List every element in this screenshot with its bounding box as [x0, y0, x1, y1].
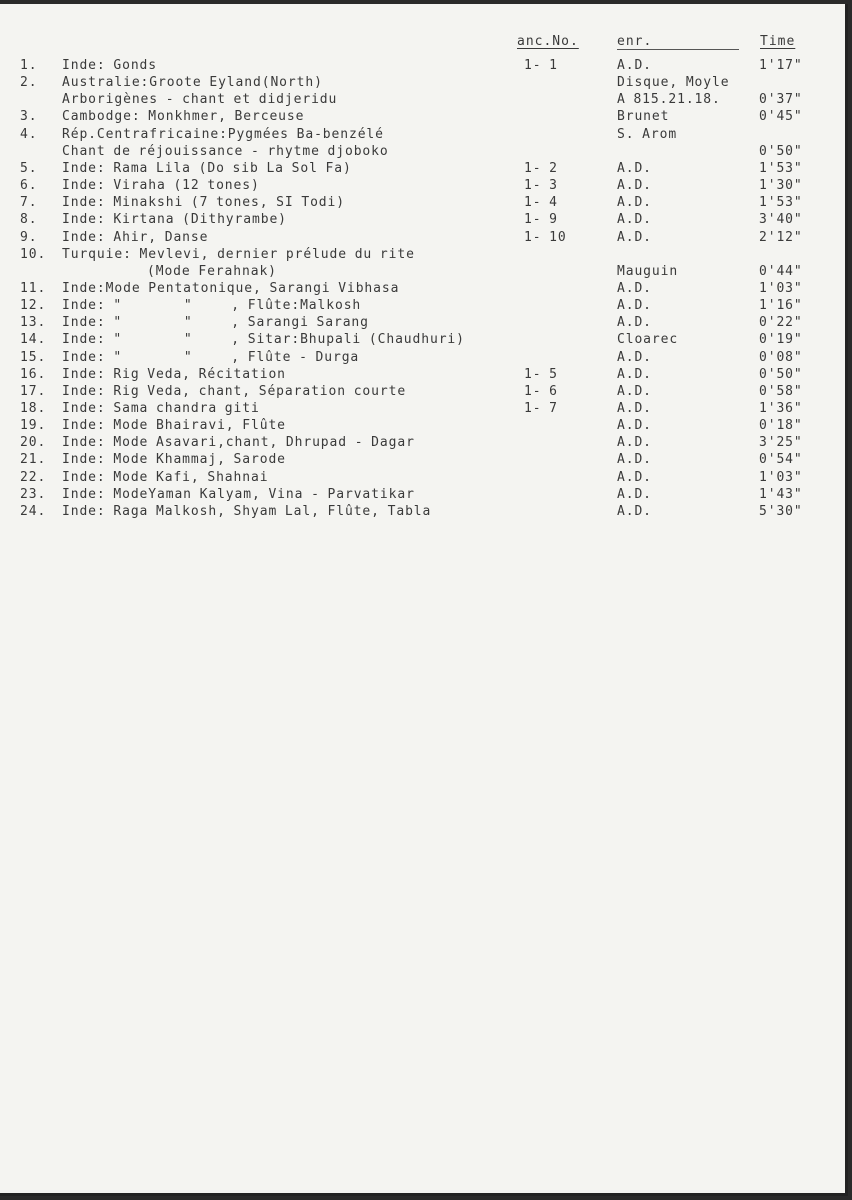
track-row — [0, 108, 848, 125]
track-row — [0, 297, 848, 314]
track-enr: A.D. — [617, 435, 652, 451]
track-row — [0, 349, 848, 366]
track-time: 0'45" — [759, 109, 803, 125]
track-row — [0, 314, 848, 331]
track-time: 1'53" — [759, 195, 803, 211]
track-description: Inde: Rama Lila (Do sib La Sol Fa) — [62, 160, 352, 176]
track-anc-no: 1- 9 — [524, 212, 558, 228]
track-time: 0'50" — [759, 366, 803, 382]
track-enr: Cloarec — [617, 332, 679, 348]
track-description: Australie:Groote Eyland(North) — [62, 75, 323, 91]
track-description: Rép.Centrafricaine:Pygmées Ba-benzélé — [62, 126, 384, 142]
track-number: 10. — [20, 246, 47, 262]
track-enr: S. Arom — [617, 126, 678, 142]
track-description: Chant de réjouissance - rhytme djoboko — [62, 143, 389, 159]
track-time: 1'30" — [759, 178, 803, 194]
track-time: 0'54" — [759, 452, 803, 468]
track-time: 0'37" — [759, 92, 803, 108]
track-row — [0, 434, 848, 451]
track-description: Inde: " " , Sitar:Bhupali (Chaudhuri) — [62, 332, 465, 348]
track-enr: A.D. — [617, 315, 652, 331]
track-enr: Disque, Moyle — [617, 75, 730, 91]
track-number: 5. — [20, 160, 38, 176]
track-row — [0, 331, 848, 348]
track-row — [0, 143, 848, 160]
track-time: 2'12" — [759, 229, 803, 245]
track-description: Arborigènes - chant et didjeridu — [62, 92, 338, 108]
track-number: 12. — [20, 298, 47, 314]
track-description: Inde: " " , Sarangi Sarang — [62, 315, 369, 331]
track-number: 6. — [20, 178, 38, 194]
track-description: Turquie: Mevlevi, dernier prélude du rite — [62, 246, 415, 262]
track-time: 0'08" — [759, 349, 803, 365]
track-number: 4. — [20, 126, 38, 142]
header-anc-no: anc.No. — [517, 34, 579, 49]
track-description: Cambodge: Monkhmer, Berceuse — [62, 109, 305, 125]
track-enr: A.D. — [617, 280, 652, 296]
header-enr-underline — [617, 49, 739, 50]
track-description: Inde: Viraha (12 tones) — [62, 178, 260, 194]
track-number: 15. — [20, 349, 47, 365]
track-enr: A.D. — [617, 178, 652, 194]
track-number: 3. — [20, 109, 38, 125]
track-enr: A.D. — [617, 469, 652, 485]
track-description: Inde: Gonds — [62, 58, 157, 73]
track-description: Inde: Minakshi (7 tones, SI Todi) — [62, 195, 345, 211]
track-number: 24. — [20, 503, 47, 519]
track-time: 1'16" — [759, 298, 803, 314]
track-time: 3'25" — [759, 435, 803, 451]
track-number: 11. — [20, 280, 47, 296]
track-number: 21. — [20, 452, 47, 468]
track-time: 3'40" — [759, 212, 803, 228]
track-enr: A.D. — [617, 383, 652, 399]
track-row — [0, 160, 848, 177]
track-row — [0, 263, 848, 280]
track-number: 16. — [20, 366, 47, 382]
track-enr: A.D. — [617, 503, 652, 519]
track-row — [0, 57, 848, 74]
track-enr: A.D. — [617, 160, 652, 176]
track-row — [0, 469, 848, 486]
track-row — [0, 91, 848, 108]
track-row — [0, 451, 848, 468]
track-enr: A.D. — [617, 486, 652, 502]
track-enr: Mauguin — [617, 263, 679, 279]
track-time: 0'58" — [759, 383, 803, 399]
track-enr: A.D. — [617, 366, 652, 382]
track-description: Inde: Mode Kafi, Shahnai — [62, 469, 269, 485]
track-time: 1'36" — [759, 401, 803, 416]
track-row — [0, 280, 848, 297]
track-number: 23. — [20, 486, 47, 502]
track-description: Inde: Ahir, Danse — [62, 229, 209, 245]
track-row — [0, 503, 848, 520]
track-description: Inde: Sama chandra giti — [62, 401, 260, 416]
track-row — [0, 486, 848, 503]
track-enr: A.D. — [617, 418, 652, 434]
track-time: 0'19" — [759, 332, 803, 348]
track-number: 22. — [20, 469, 47, 485]
track-time: 1'03" — [759, 469, 803, 485]
track-number: 8. — [20, 212, 38, 228]
track-enr: A.D. — [617, 58, 652, 73]
track-number: 9. — [20, 229, 38, 245]
track-time: 0'44" — [759, 263, 803, 279]
typed-page — [0, 4, 848, 1196]
track-time: 0'50" — [759, 143, 803, 159]
track-description: Inde: Mode Bhairavi, Flûte — [62, 418, 286, 434]
track-anc-no: 1- 7 — [524, 401, 558, 416]
track-number: 18. — [20, 401, 47, 416]
track-anc-no: 1- 2 — [524, 160, 558, 176]
track-time: 0'22" — [759, 315, 803, 331]
track-number: 20. — [20, 435, 47, 451]
track-time: 1'53" — [759, 160, 803, 176]
header-time: Time — [760, 34, 796, 49]
track-description: Inde: " " , Flûte:Malkosh — [62, 298, 362, 314]
track-time: 1'03" — [759, 280, 803, 296]
track-anc-no: 1- 3 — [524, 178, 558, 194]
track-time: 1'17" — [759, 58, 803, 73]
track-enr: A 815.21.18. — [617, 92, 721, 108]
track-description: (Mode Ferahnak) — [62, 263, 277, 279]
track-number: 1. — [20, 58, 38, 73]
track-row — [0, 229, 848, 246]
track-time: 0'18" — [759, 418, 803, 434]
track-anc-no: 1- 6 — [524, 383, 558, 399]
track-row — [0, 177, 848, 194]
track-enr: A.D. — [617, 298, 652, 314]
track-description: Inde:Mode Pentatonique, Sarangi Vibhasa — [62, 280, 400, 296]
track-enr: A.D. — [617, 401, 652, 416]
track-anc-no: 1- 10 — [524, 229, 567, 245]
track-anc-no: 1- 4 — [524, 195, 558, 211]
track-row — [0, 194, 848, 211]
track-enr: A.D. — [617, 452, 652, 468]
track-anc-no: 1- 1 — [524, 58, 558, 73]
track-enr: Brunet — [617, 109, 670, 125]
track-row — [0, 383, 848, 400]
track-number: 19. — [20, 418, 47, 434]
track-description: Inde: Kirtana (Dithyrambe) — [62, 212, 287, 228]
track-description: Inde: " " , Flûte - Durga — [62, 349, 360, 365]
track-row — [0, 366, 848, 383]
track-row — [0, 417, 848, 434]
track-row — [0, 126, 848, 143]
track-enr: A.D. — [617, 195, 652, 211]
track-enr: A.D. — [617, 229, 652, 245]
track-number: 13. — [20, 315, 47, 331]
track-description: Inde: Mode Khammaj, Sarode — [62, 452, 286, 468]
track-description: Inde: Mode Asavari,chant, Dhrupad - Dagar — [62, 435, 415, 451]
track-time: 1'43" — [759, 486, 803, 502]
track-number: 2. — [20, 75, 38, 91]
track-description: Inde: Raga Malkosh, Shyam Lal, Flûte, Tabla — [62, 503, 432, 519]
track-description: Inde: Rig Veda, chant, Séparation courte — [62, 383, 407, 399]
track-anc-no: 1- 5 — [524, 366, 558, 382]
track-number: 7. — [20, 195, 38, 211]
track-description: Inde: Rig Veda, Récitation — [62, 366, 286, 382]
track-description: Inde: ModeYaman Kalyam, Vina - Parvatikar — [62, 486, 415, 502]
track-enr: A.D. — [617, 349, 652, 365]
track-row — [0, 74, 848, 91]
track-number: 17. — [20, 383, 47, 399]
track-row — [0, 246, 848, 263]
track-number: 14. — [20, 332, 47, 348]
track-enr: A.D. — [617, 212, 652, 228]
track-row — [0, 400, 848, 417]
header-enr: enr. — [617, 34, 653, 49]
track-row — [0, 211, 848, 228]
track-time: 5'30" — [759, 503, 803, 519]
